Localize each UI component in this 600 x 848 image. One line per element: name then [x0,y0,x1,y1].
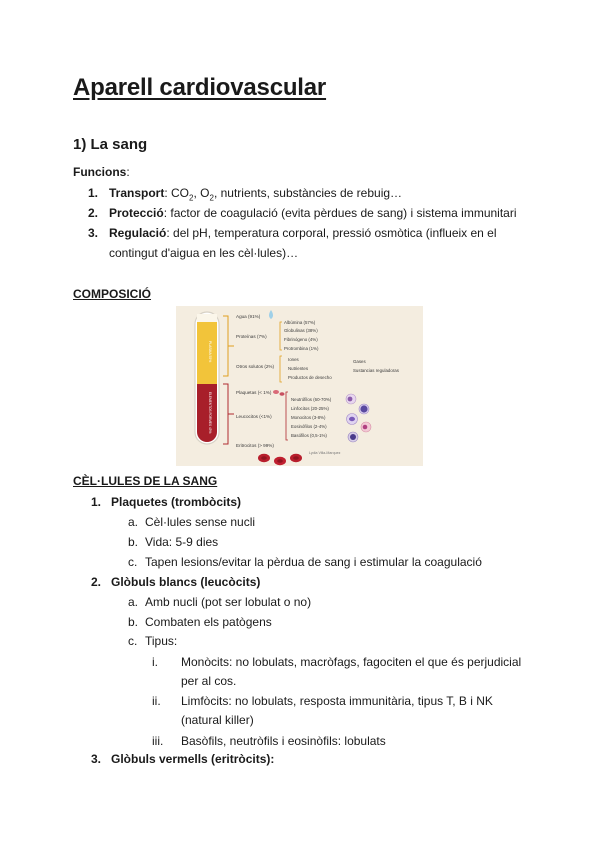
tube-plasma [197,322,217,384]
sub-list-letter: b. [128,615,139,629]
sub-list-item [128,634,538,648]
roman-numeral: i. [152,655,158,669]
sub-list-text: Cèl·lules sense nucli [145,515,256,529]
sub-list-item [128,535,538,549]
list-item [88,203,538,223]
sub-list-item [128,595,538,609]
functions-list [88,183,538,263]
sub-list-letter: b. [128,535,139,549]
page-title: Aparell cardiovascular [73,74,327,101]
sub-list-text: Combaten els patògens [145,615,272,629]
function-text: : factor de coagulació (evita pèrdues de sang) i sistema immunitari [163,206,517,220]
neutrophil-nucleus [348,397,353,402]
monocyte-nucleus [349,417,355,421]
subscript: 2 [209,193,214,203]
list-item [88,223,538,263]
label-proteinas: Proteínas (7%) [236,334,267,339]
sub-list-text: Amb nucli (pot ser lobulat o no) [145,595,312,609]
sub-list-letter: c. [128,555,138,569]
list-item [91,575,561,589]
label-nutrientes: Nutrientes [288,366,309,371]
list-number: 3. [88,226,99,240]
sub-sub-list-item [152,692,532,730]
function-term: Transport [109,186,165,200]
label-eosinofilos: Eosinófilos (2-4%) [291,424,327,429]
list-number: 1. [91,495,102,509]
tube-empty-top [197,314,217,322]
label-gases: Gases [353,359,366,364]
list-item [91,752,561,766]
function-text: : CO [164,186,190,200]
list-number: 2. [88,206,99,220]
sub-sub-list-text: Basòfils, neutròfils i eosinòfils: lobulats [181,734,386,748]
platelet-icon [280,392,285,396]
sub-sub-list-item [152,653,532,691]
tube-red-cells-top [197,384,217,414]
list-number: 3. [91,752,102,766]
label-neutrofilos: Neutrófilos (60-70%) [291,397,332,402]
erythrocyte-center [261,456,267,460]
blood-composition-figure [176,306,423,466]
label-productos: Productos de desecho [288,375,332,380]
roman-numeral: iii. [152,734,164,748]
label-linfocitos: Linfocitos (20-25%) [291,406,329,411]
list-number: 1. [88,186,99,200]
platelet-icon [273,390,279,394]
sub-list-letter: a. [128,515,139,529]
functions-label [73,165,130,179]
sub-list-item [128,615,538,629]
label-basofilos: Basófilos (0,5-1%) [291,433,327,438]
function-term: Protecció [109,206,164,220]
list-number: 2. [91,575,102,589]
sub-list-item [128,555,538,569]
sub-list-text: Tipus: [145,634,178,648]
eosinophil-nucleus [363,425,368,430]
functions-label-colon: : [126,165,130,179]
function-term: Regulació [109,226,167,240]
lymphocyte-nucleus [360,405,367,412]
label-globulinas: Globulinas (38%) [284,328,318,333]
list-item-title: Plaquetes (trombòcits) [111,495,242,509]
roman-numeral: ii. [152,694,161,708]
sub-sub-list-item [152,732,532,751]
label-agua: Agua (91%) [236,314,261,319]
function-text: , O [193,186,210,200]
label-sustancias: Sustancias reguladoras [353,368,399,373]
sub-list-letter: c. [128,634,138,648]
label-fibrinogeno: Fibrinógeno (4%) [284,337,318,342]
tube-text-plasma: PLASMA 55% [208,341,212,363]
sub-list-text: Tapen lesions/evitar la pèrdua de sang i estimular la coagulació [145,555,482,569]
basophil-nucleus [350,434,356,440]
label-albumina: Albúmina (57%) [284,320,316,325]
sub-list-letter: a. [128,595,139,609]
label-iones: Iones [288,357,299,362]
functions-label-text: Funcions [73,165,127,179]
erythrocyte-center [277,459,283,463]
section-heading-la-sang: 1) La sang [73,136,148,153]
list-item-title: Glòbuls blancs (leucòcits) [111,575,261,589]
sub-list-text: Vida: 5-9 dies [145,535,219,549]
tube-text-formed: ELEMENTOS FORMES 45% [208,392,212,434]
sub-sub-list-text: Monòcits: no lobulats, macròfags, fagociten el que és perjudicial per al cos. [181,655,522,688]
figure-credit: Lydia Villa-Marquez [309,451,341,455]
label-protrombina: Protrombina (1%) [284,346,319,351]
section-label-composicio: COMPOSICIÓ [73,287,152,301]
list-item [91,495,561,509]
label-eritrocitos: Eritrocitos (> 99%) [236,443,274,448]
label-leucocitos: Leucocitos (<1%) [236,414,272,419]
erythrocyte-center [293,456,299,460]
function-text: : del pH, temperatura corporal, pressió osmòtica (influeix en el contingut d'aigua en les cèl·lules)… [109,226,497,260]
sub-sub-list-text: Limfòcits: no lobulats, resposta immunitària, tipus T, B i NK (natural killer) [181,694,493,727]
sub-list-item [128,515,538,529]
label-monocitos: Monocitos (3-8%) [291,415,326,420]
label-otros-solutos: Otros solutos (2%) [236,364,275,369]
list-item [88,183,538,203]
section-label-cellules: CÈL·LULES DE LA SANG [73,474,218,488]
subscript: 2 [189,193,194,203]
list-item-title: Glòbuls vermells (eritròcits): [111,752,275,766]
function-text: , nutrients, substàncies de rebuig… [213,186,403,200]
label-plaquetas: Plaquetas (< 1%) [236,390,272,395]
